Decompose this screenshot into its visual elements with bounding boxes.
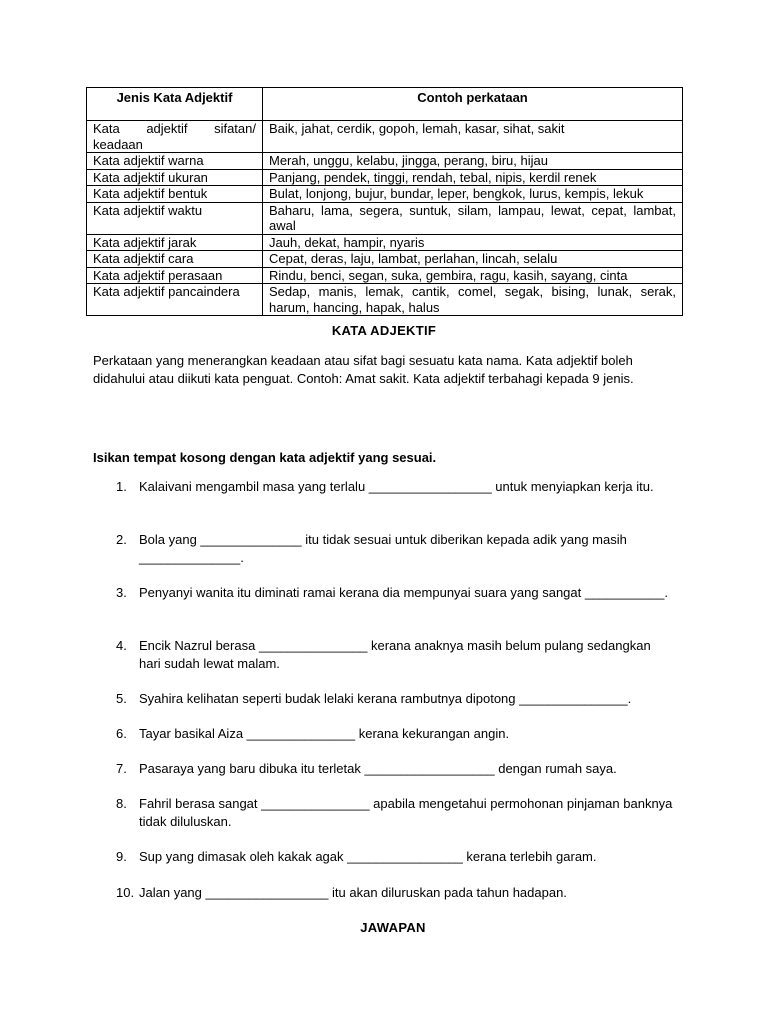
question-number: 10. bbox=[116, 885, 135, 900]
question-number: 8. bbox=[116, 796, 127, 811]
question-item bbox=[93, 531, 678, 567]
contoh-cell: Merah, unggu, kelabu, jingga, perang, biru, hijau bbox=[263, 153, 683, 170]
contoh-cell: Jauh, dekat, hampir, nyaris bbox=[263, 234, 683, 251]
page-title: KATA ADJEKTIF bbox=[331, 323, 437, 338]
question-item bbox=[93, 690, 678, 708]
contoh-cell: Baik, jahat, cerdik, gopoh, lemah, kasar, sihat, sakit bbox=[263, 121, 683, 153]
table-row bbox=[87, 251, 683, 268]
question-item bbox=[93, 584, 678, 602]
table-row bbox=[87, 186, 683, 203]
question-item bbox=[93, 637, 678, 673]
table-row bbox=[87, 153, 683, 170]
question-number: 1. bbox=[116, 479, 127, 494]
jenis-cell: Kata adjektif warna bbox=[87, 153, 263, 170]
contoh-cell: Baharu, lama, segera, suntuk, silam, lampau, lewat, cepat, lambat, awal bbox=[263, 202, 683, 234]
question-text: Kalaivani mengambil masa yang terlalu _________________ untuk menyiapkan kerja itu. bbox=[139, 479, 654, 494]
table-row bbox=[87, 267, 683, 284]
question-item bbox=[93, 795, 678, 831]
adjective-types-table bbox=[86, 87, 683, 316]
question-number: 6. bbox=[116, 726, 127, 741]
contoh-cell: Rindu, benci, segan, suka, gembira, ragu, kasih, sayang, cinta bbox=[263, 267, 683, 284]
table-header-row bbox=[87, 88, 683, 121]
question-text: Jalan yang _________________ itu akan diluruskan pada tahun hadapan. bbox=[139, 885, 567, 900]
table-row bbox=[87, 169, 683, 186]
question-text: Pasaraya yang baru dibuka itu terletak __________________ dengan rumah saya. bbox=[139, 761, 617, 776]
question-number: 2. bbox=[116, 532, 127, 547]
question-number: 7. bbox=[116, 761, 127, 776]
contoh-cell: Cepat, deras, laju, lambat, perlahan, lincah, selalu bbox=[263, 251, 683, 268]
answer-heading: JAWAPAN bbox=[360, 920, 426, 935]
jenis-cell: Kata adjektif perasaan bbox=[87, 267, 263, 284]
question-item bbox=[93, 760, 678, 778]
contoh-cell: Panjang, pendek, tinggi, rendah, tebal, nipis, kerdil renek bbox=[263, 169, 683, 186]
question-number: 5. bbox=[116, 691, 127, 706]
table-row bbox=[87, 121, 683, 153]
question-item bbox=[93, 725, 678, 743]
exercise-instruction: Isikan tempat kosong dengan kata adjektif yang sesuai. bbox=[93, 450, 437, 465]
jenis-cell: Kata adjektif bentuk bbox=[87, 186, 263, 203]
question-item bbox=[93, 848, 678, 866]
table-row bbox=[87, 234, 683, 251]
question-text: Sup yang dimasak oleh kakak agak ________________ kerana terlebih garam. bbox=[139, 849, 597, 864]
table-row bbox=[87, 284, 683, 316]
jenis-cell: Kata adjektif jarak bbox=[87, 234, 263, 251]
question-text: Tayar basikal Aiza _______________ kerana kekurangan angin. bbox=[139, 726, 510, 741]
question-item bbox=[93, 884, 678, 902]
question-text: Bola yang ______________ itu tidak sesuai untuk diberikan kepada adik yang masih ______________. bbox=[139, 532, 627, 565]
jenis-cell: Kata adjektif cara bbox=[87, 251, 263, 268]
question-text: Penyanyi wanita itu diminati ramai kerana dia mempunyai suara yang sangat ___________. bbox=[139, 585, 668, 600]
jenis-cell: Kata adjektif sifatan/ keadaan bbox=[87, 121, 263, 153]
question-text: Fahril berasa sangat _______________ apabila mengetahui permohonan pinjaman banknya tidak diluluskan. bbox=[139, 796, 673, 829]
jenis-cell: Kata adjektif ukuran bbox=[87, 169, 263, 186]
contoh-cell: Bulat, lonjong, bujur, bundar, leper, bengkok, lurus, kempis, lekuk bbox=[263, 186, 683, 203]
question-number: 9. bbox=[116, 849, 127, 864]
question-item bbox=[93, 478, 678, 496]
header-jenis: Jenis Kata Adjektif bbox=[87, 88, 263, 121]
jenis-cell: Kata adjektif waktu bbox=[87, 202, 263, 234]
question-number: 4. bbox=[116, 638, 127, 653]
contoh-cell: Sedap, manis, lemak, cantik, comel, segak, bising, lunak, serak, harum, hancing, hapak, halus bbox=[263, 284, 683, 316]
question-text: Encik Nazrul berasa _______________ kerana anaknya masih belum pulang sedangkan hari sudah lewat malam. bbox=[139, 638, 651, 671]
question-number: 3. bbox=[116, 585, 127, 600]
jenis-cell: Kata adjektif pancaindera bbox=[87, 284, 263, 316]
table-row bbox=[87, 202, 683, 234]
question-text: Syahira kelihatan seperti budak lelaki kerana rambutnya dipotong _______________. bbox=[139, 691, 632, 706]
intro-paragraph: Perkataan yang menerangkan keadaan atau sifat bagi sesuatu kata nama. Kata adjektif boleh didahului atau diikuti kata penguat. Contoh: Amat sakit. Kata adjektif terbahagi kepada 9 jenis. bbox=[93, 353, 634, 386]
header-contoh: Contoh perkataan bbox=[263, 88, 683, 121]
